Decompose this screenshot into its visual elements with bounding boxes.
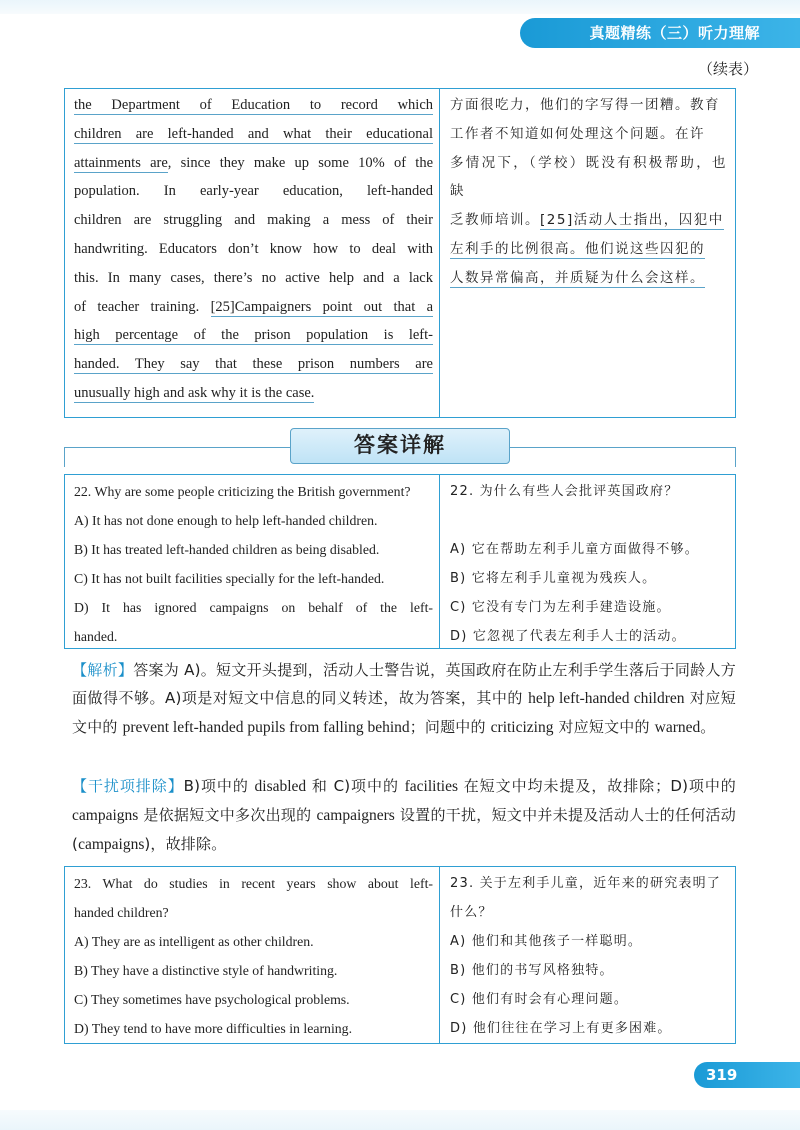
header-title: 真题精练（三）听力理解 — [589, 24, 760, 42]
passage-zh-line: 方面很吃力，他们的字写得一团糟。教育 — [450, 97, 720, 113]
question-23-stem-zh: 23. 关于左利手儿童，近年来的研究表明了 — [450, 876, 722, 891]
option-b-zh: B) 他们的书写风格独特。 — [450, 963, 614, 978]
option-a-zh: A) 他们和其他孩子一样聪明。 — [450, 934, 643, 949]
passage-en-line: children are struggling and making a mess of their — [74, 212, 433, 229]
bottom-band — [0, 1110, 800, 1130]
passage-zh-line: 多情况下，（学校）既没有积极帮助，也缺 — [450, 154, 727, 200]
passage-zh-line: 工作者不知道如何处理这个问题。在许 — [450, 125, 705, 142]
question-22-chinese — [440, 475, 735, 648]
passage-en-line: handwriting. Educators don’t know how to deal with — [74, 240, 433, 257]
option-b-zh: B) 它将左利手儿童视为残疾人。 — [450, 571, 657, 586]
question-22-english — [65, 475, 440, 648]
question-23-table — [64, 866, 736, 1044]
passage-en-line: the Department of Education to record which — [74, 97, 433, 113]
passage-en-line: population. In early-year education, left-handed — [74, 183, 433, 200]
option-c: C) They sometimes have psychological problems. — [74, 992, 350, 1007]
passage-english — [65, 89, 440, 417]
option-b: B) It has treated left-handed children as being disabled. — [74, 542, 380, 557]
question-23-chinese — [440, 867, 735, 1043]
question-23-stem-cont: handed children? — [74, 905, 169, 920]
distractor-paragraph: 【干扰项排除】B)项中的 disabled 和 C)项中的 facilities 在短文中均未提及，故排除；D)项中的 campaigns 是依据短文中多次出现的 campaigners 设置的干扰，短文中并未提及活动人士的任何活动(campaigns)，故排除。 — [72, 777, 736, 853]
passage-en-line: handed. They say that these prison numbers are — [74, 356, 433, 373]
distractor-tag: 【干扰项排除】 — [72, 777, 184, 795]
passage-en-line: attainments are, since they make up some 10% of the — [74, 154, 434, 171]
passage-table — [64, 88, 736, 418]
question-23-stem-zh-cont: 什么？ — [450, 905, 493, 920]
divider — [64, 447, 290, 448]
question-23-english — [65, 867, 440, 1043]
passage-zh-line: 人数异常偏高，并质疑为什么会这样。 — [450, 269, 705, 286]
divider — [510, 447, 736, 448]
explanation-tag: 【解析】 — [72, 661, 134, 679]
question-22-stem-zh: 22. 为什么有些人会批评英国政府？ — [450, 484, 679, 499]
passage-zh-line: 左利手的比例很高。他们说这些囚犯的 — [450, 240, 705, 257]
divider — [64, 447, 65, 467]
continued-label: （续表） — [697, 60, 758, 78]
option-d-cont: handed. — [74, 629, 118, 644]
divider — [735, 447, 736, 467]
passage-en-line: children are left-handed and what their educational — [74, 125, 433, 142]
passage-chinese — [440, 89, 735, 417]
passage-zh-line: 乏教师培训。[25]活动人士指出，囚犯中 — [450, 212, 724, 229]
passage-en-line: unusually high and ask why it is the case. — [74, 384, 315, 401]
option-d-zh: D) 它忽视了代表左利手人士的活动。 — [450, 629, 686, 644]
section-title: 答案详解 — [290, 428, 510, 464]
question-23-stem: 23. What do studies in recent years show about left- — [74, 876, 433, 891]
option-a: A) They are as intelligent as other children. — [74, 934, 314, 949]
option-c-zh: C) 他们有时会有心理问题。 — [450, 992, 629, 1007]
option-c: C) It has not built facilities specially for the left-handed. — [74, 571, 385, 586]
explanation-paragraph: 【解析】答案为 A)。短文开头提到，活动人士警告说，英国政府在防止左利手学生落后于同龄人方面做得不够。A)项是对短文中信息的同义转述，故为答案，其中的 help left-handed children 对应短文中的 prevent left-handed pupils from falling behind；问题中的 criticizing 对应短文中的 warned。 — [72, 661, 737, 736]
page-number: 319 — [694, 1062, 800, 1088]
option-d-zh: D) 他们往往在学习上有更多困难。 — [450, 1021, 672, 1036]
question-22-stem: 22. Why are some people criticizing the British government? — [74, 484, 411, 499]
option-c-zh: C) 它没有专门为左利手建造设施。 — [450, 600, 671, 615]
passage-en-line: this. In many cases, there’s no active help and a lack — [74, 269, 433, 286]
option-b: B) They have a distinctive style of handwriting. — [74, 963, 338, 978]
question-22-table — [64, 474, 736, 649]
section-heading — [64, 428, 736, 468]
top-band — [0, 0, 800, 14]
option-d: D) It has ignored campaigns on behalf of the left- — [74, 600, 433, 615]
option-a-zh: A) 它在帮助左利手儿童方面做得不够。 — [450, 542, 699, 557]
option-a: A) It has not done enough to help left-handed children. — [74, 513, 378, 528]
passage-en-line: high percentage of the prison population is left- — [74, 327, 433, 344]
passage-en-line: of teacher training. [25]Campaigners point out that a — [74, 298, 434, 315]
option-d: D) They tend to have more difficulties in learning. — [74, 1021, 353, 1036]
